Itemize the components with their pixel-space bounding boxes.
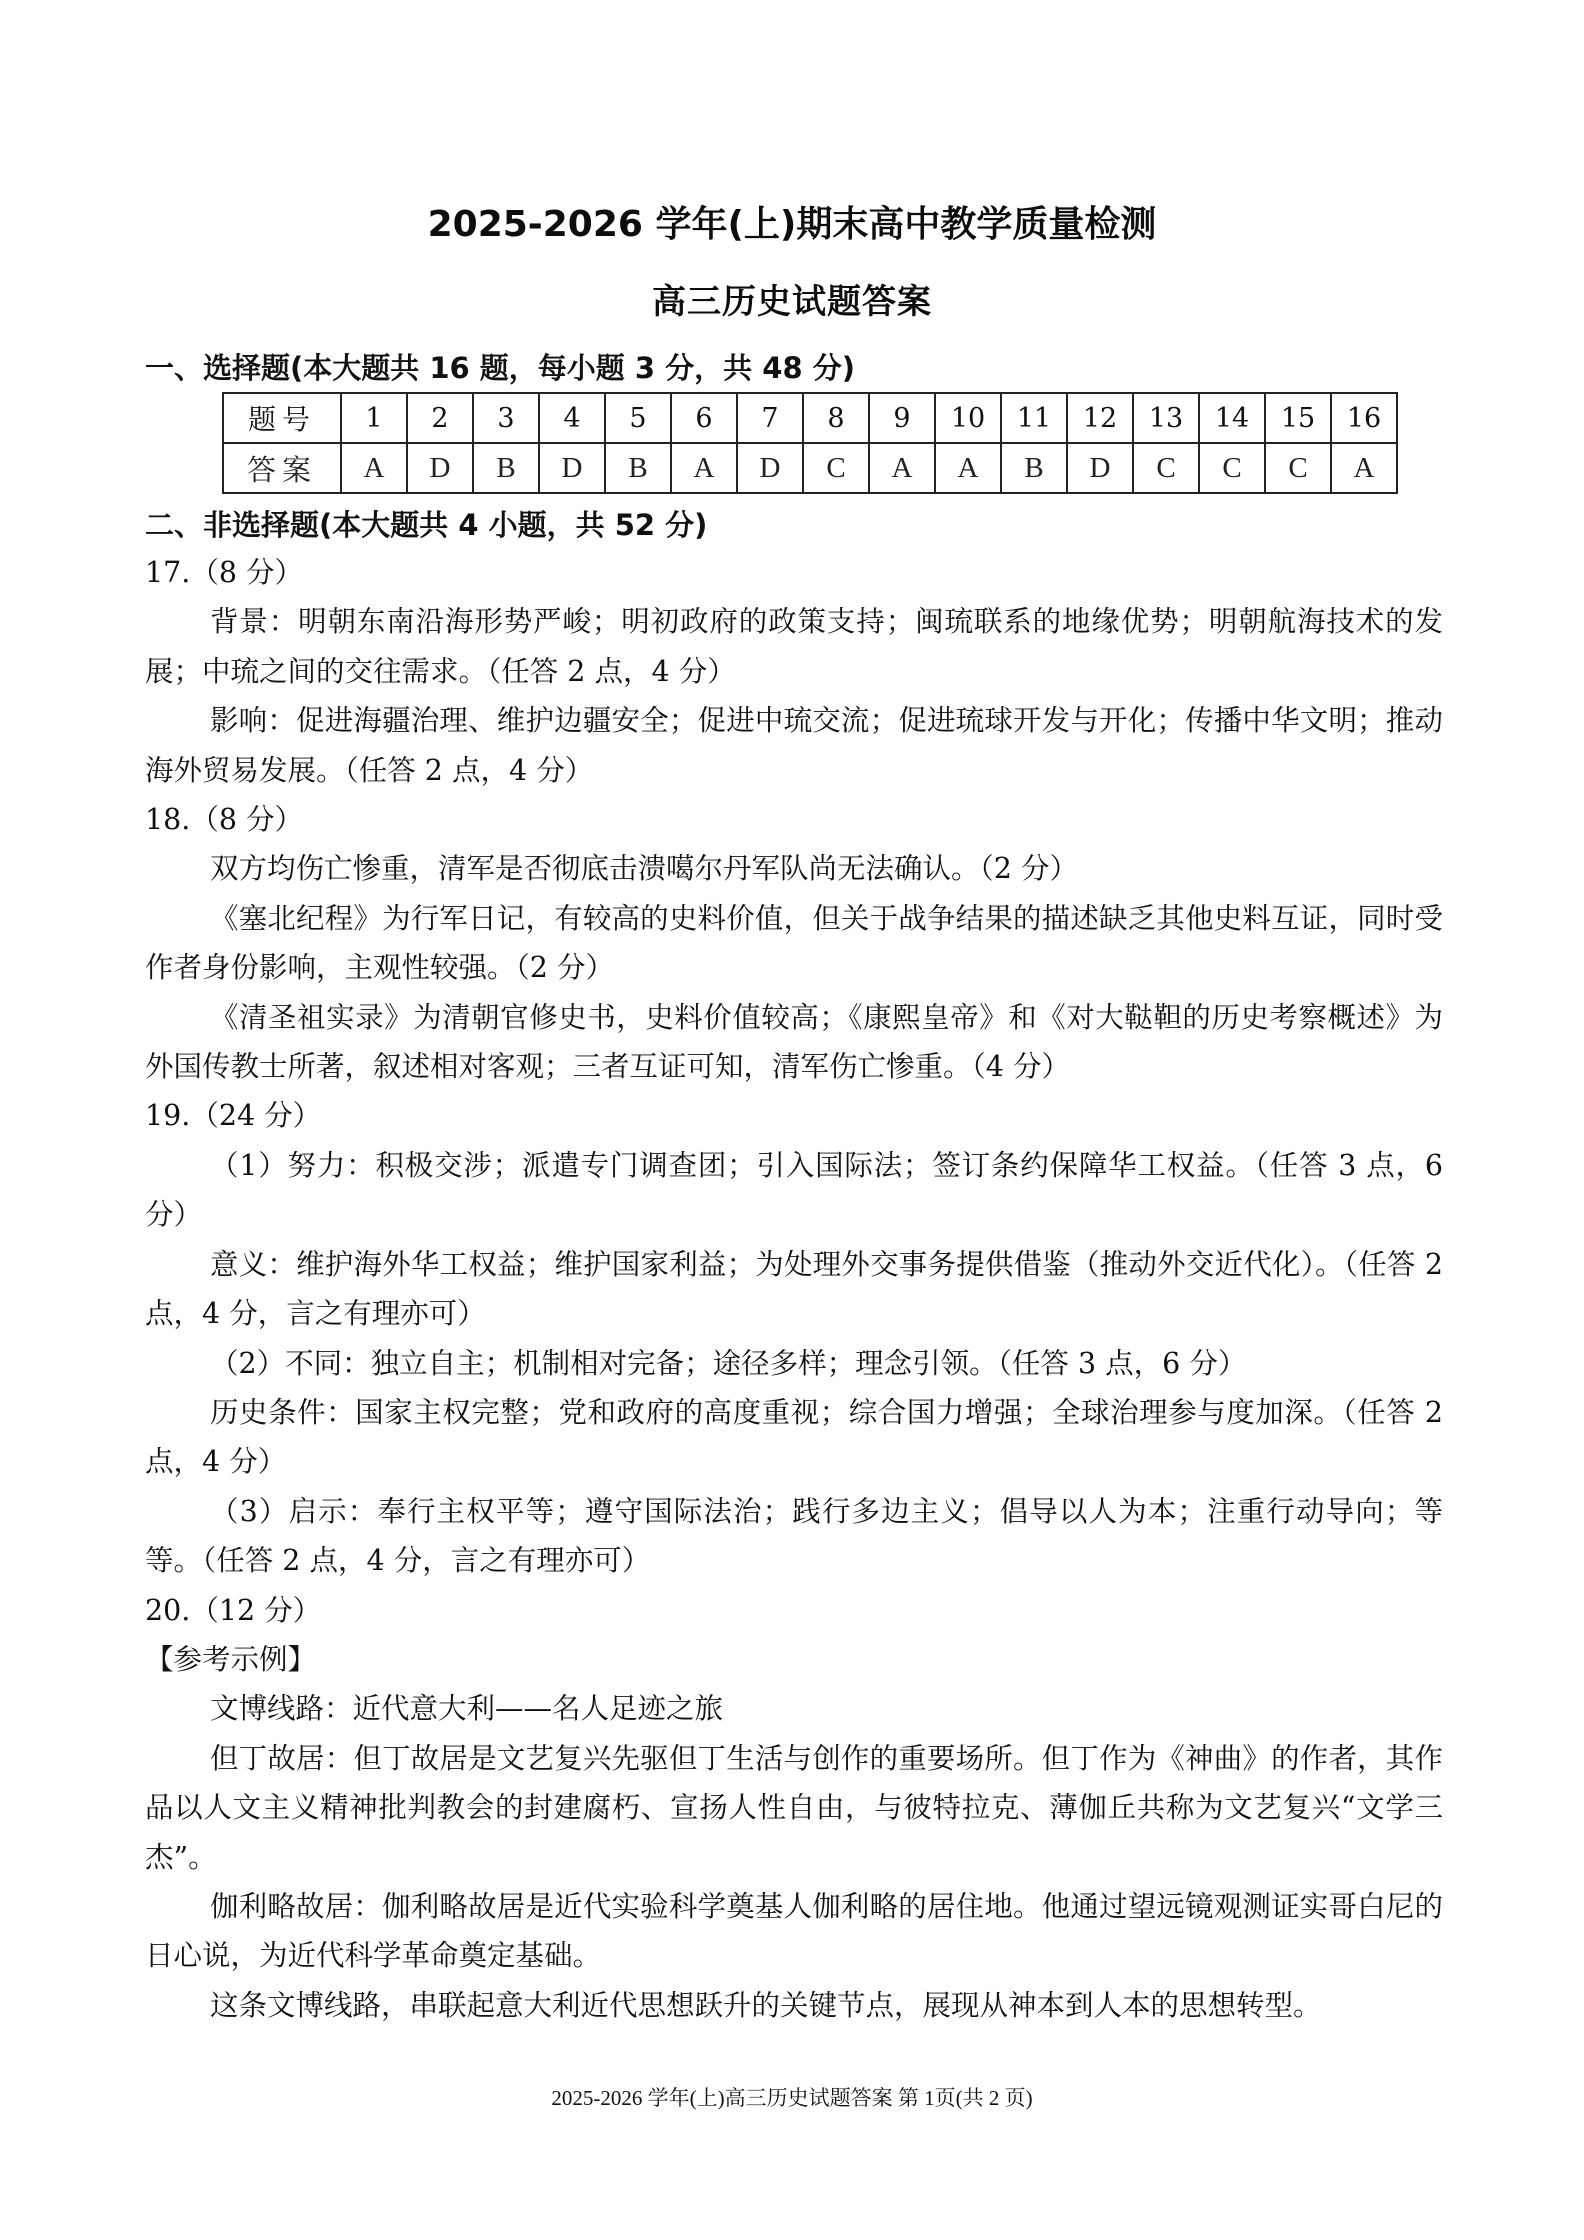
question-number-cell: 3 <box>473 393 539 443</box>
question-number-cell: 7 <box>737 393 803 443</box>
answer-cell: D <box>1067 443 1133 493</box>
question-number-cell: 6 <box>671 393 737 443</box>
answer-cell: C <box>803 443 869 493</box>
answer-cell: B <box>1001 443 1067 493</box>
row-label-question-number: 题号 <box>223 393 341 443</box>
answer-paragraph: （3）启示：奉行主权平等；遵守国际法治；践行多边主义；倡导以人为本；注重行动导向；等等。（任答 2 点，4 分，言之有理亦可） <box>145 1494 1443 1578</box>
answer-cell: A <box>935 443 1001 493</box>
question-number-cell: 11 <box>1001 393 1067 443</box>
answer-cell: A <box>671 443 737 493</box>
document-subtitle: 高三历史试题答案 <box>652 282 932 322</box>
answer-paragraph: 但丁故居：但丁故居是文艺复兴先驱但丁生活与创作的重要场所。但丁作为《神曲》的作者，其作品以人文主义精神批判教会的封建腐朽、宣扬人性自由，与彼特拉克、薄伽丘共称为文艺复兴“文学三杰”。 <box>145 1741 1443 1874</box>
question-number-cell: 1 <box>341 393 407 443</box>
answer-cell: A <box>869 443 935 493</box>
question-heading: 20.（12 分） <box>145 1593 322 1627</box>
question-heading: 18.（8 分） <box>145 803 304 837</box>
row-label-answer: 答案 <box>223 443 341 493</box>
question-number-cell: 2 <box>407 393 473 443</box>
question-number-cell: 12 <box>1067 393 1133 443</box>
question-number-cell: 5 <box>605 393 671 443</box>
answer-paragraph: 这条文博线路，串联起意大利近代思想跃升的关键节点，展现从神本到人本的思想转型。 <box>210 1988 1322 2022</box>
document-title: 2025-2026 学年(上)期末高中教学质量检测 <box>427 204 1157 245</box>
question-heading: 【参考示例】 <box>145 1642 317 1676</box>
question-number-cell: 15 <box>1265 393 1331 443</box>
answer-cell: B <box>605 443 671 493</box>
answer-cell: C <box>1265 443 1331 493</box>
answer-cell: D <box>407 443 473 493</box>
section-heading-multiple-choice: 一、选择题(本大题共 16 题，每小题 3 分，共 48 分) <box>145 351 855 385</box>
question-heading: 17.（8 分） <box>145 556 304 589</box>
question-number-cell: 9 <box>869 393 935 443</box>
answer-table-answer-row <box>223 443 1397 493</box>
answer-cell: D <box>737 443 803 493</box>
question-number-cell: 13 <box>1133 393 1199 443</box>
answer-cell: B <box>473 443 539 493</box>
question-heading: 19.（24 分） <box>145 1099 322 1133</box>
question-number-cell: 10 <box>935 393 1001 443</box>
answer-body <box>145 548 1443 2030</box>
answer-paragraph: 历史条件：国家主权完整；党和政府的高度重视；综合国力增强；全球治理参与度加深。（任答 2 点，4 分） <box>145 1395 1443 1479</box>
answer-paragraph: 意义：维护海外华工权益；维护国家利益；为处理外交事务提供借鉴（推动外交近代化）。（任答 2 点，4 分，言之有理亦可） <box>145 1247 1443 1331</box>
answer-paragraph: （2）不同：独立自主；机制相对完备；途径多样；理念引领。（任答 3 点，6 分） <box>210 1346 1247 1380</box>
answer-cell: A <box>1331 443 1397 493</box>
answer-paragraph: 文博线路：近代意大利——名人足迹之旅 <box>210 1692 724 1726</box>
answer-cell: C <box>1199 443 1265 493</box>
answer-paragraph: 伽利略故居：伽利略故居是近代实验科学奠基人伽利略的居住地。他通过望远镜观测证实哥白尼的日心说，为近代科学革命奠定基础。 <box>145 1889 1443 1973</box>
answer-table <box>222 392 1398 494</box>
question-number-cell: 8 <box>803 393 869 443</box>
answer-paragraph: 影响：促进海疆治理、维护边疆安全；促进中琉交流；促进琉球开发与开化；传播中华文明；推动海外贸易发展。（任答 2 点，4 分） <box>145 704 1443 787</box>
answer-paragraph: 《塞北纪程》为行军日记，有较高的史料价值，但关于战争结果的描述缺乏其他史料互证，同时受作者身份影响，主观性较强。（2 分） <box>145 901 1443 985</box>
answer-cell: C <box>1133 443 1199 493</box>
answer-paragraph: 背景：明朝东南沿海形势严峻；明初政府的政策支持；闽琉联系的地缘优势；明朝航海技术的发展；中琉之间的交往需求。（任答 2 点，4 分） <box>145 605 1443 688</box>
answer-table-number-row <box>223 393 1397 443</box>
answer-paragraph: （1）努力：积极交涉；派遣专门调查团；引入国际法；签订条约保障华工权益。（任答 3 点，6 分） <box>145 1148 1443 1232</box>
section-heading-non-multiple-choice: 二、非选择题(本大题共 4 小题，共 52 分) <box>145 508 708 542</box>
answer-cell: A <box>341 443 407 493</box>
page-footer: 2025-2026 学年(上)高三历史试题答案 第 1页(共 2 页) <box>551 2086 1033 2110</box>
answer-paragraph: 《清圣祖实录》为清朝官修史书，史料价值较高；《康熙皇帝》和《对大鞑靼的历史考察概述》为外国传教士所著，叙述相对客观；三者互证可知，清军伤亡惨重。（4 分） <box>145 1000 1443 1084</box>
answer-paragraph: 双方均伤亡惨重，清军是否彻底击溃噶尔丹军队尚无法确认。（2 分） <box>210 852 1078 886</box>
question-number-cell: 14 <box>1199 393 1265 443</box>
answer-cell: D <box>539 443 605 493</box>
question-number-cell: 16 <box>1331 393 1397 443</box>
question-number-cell: 4 <box>539 393 605 443</box>
